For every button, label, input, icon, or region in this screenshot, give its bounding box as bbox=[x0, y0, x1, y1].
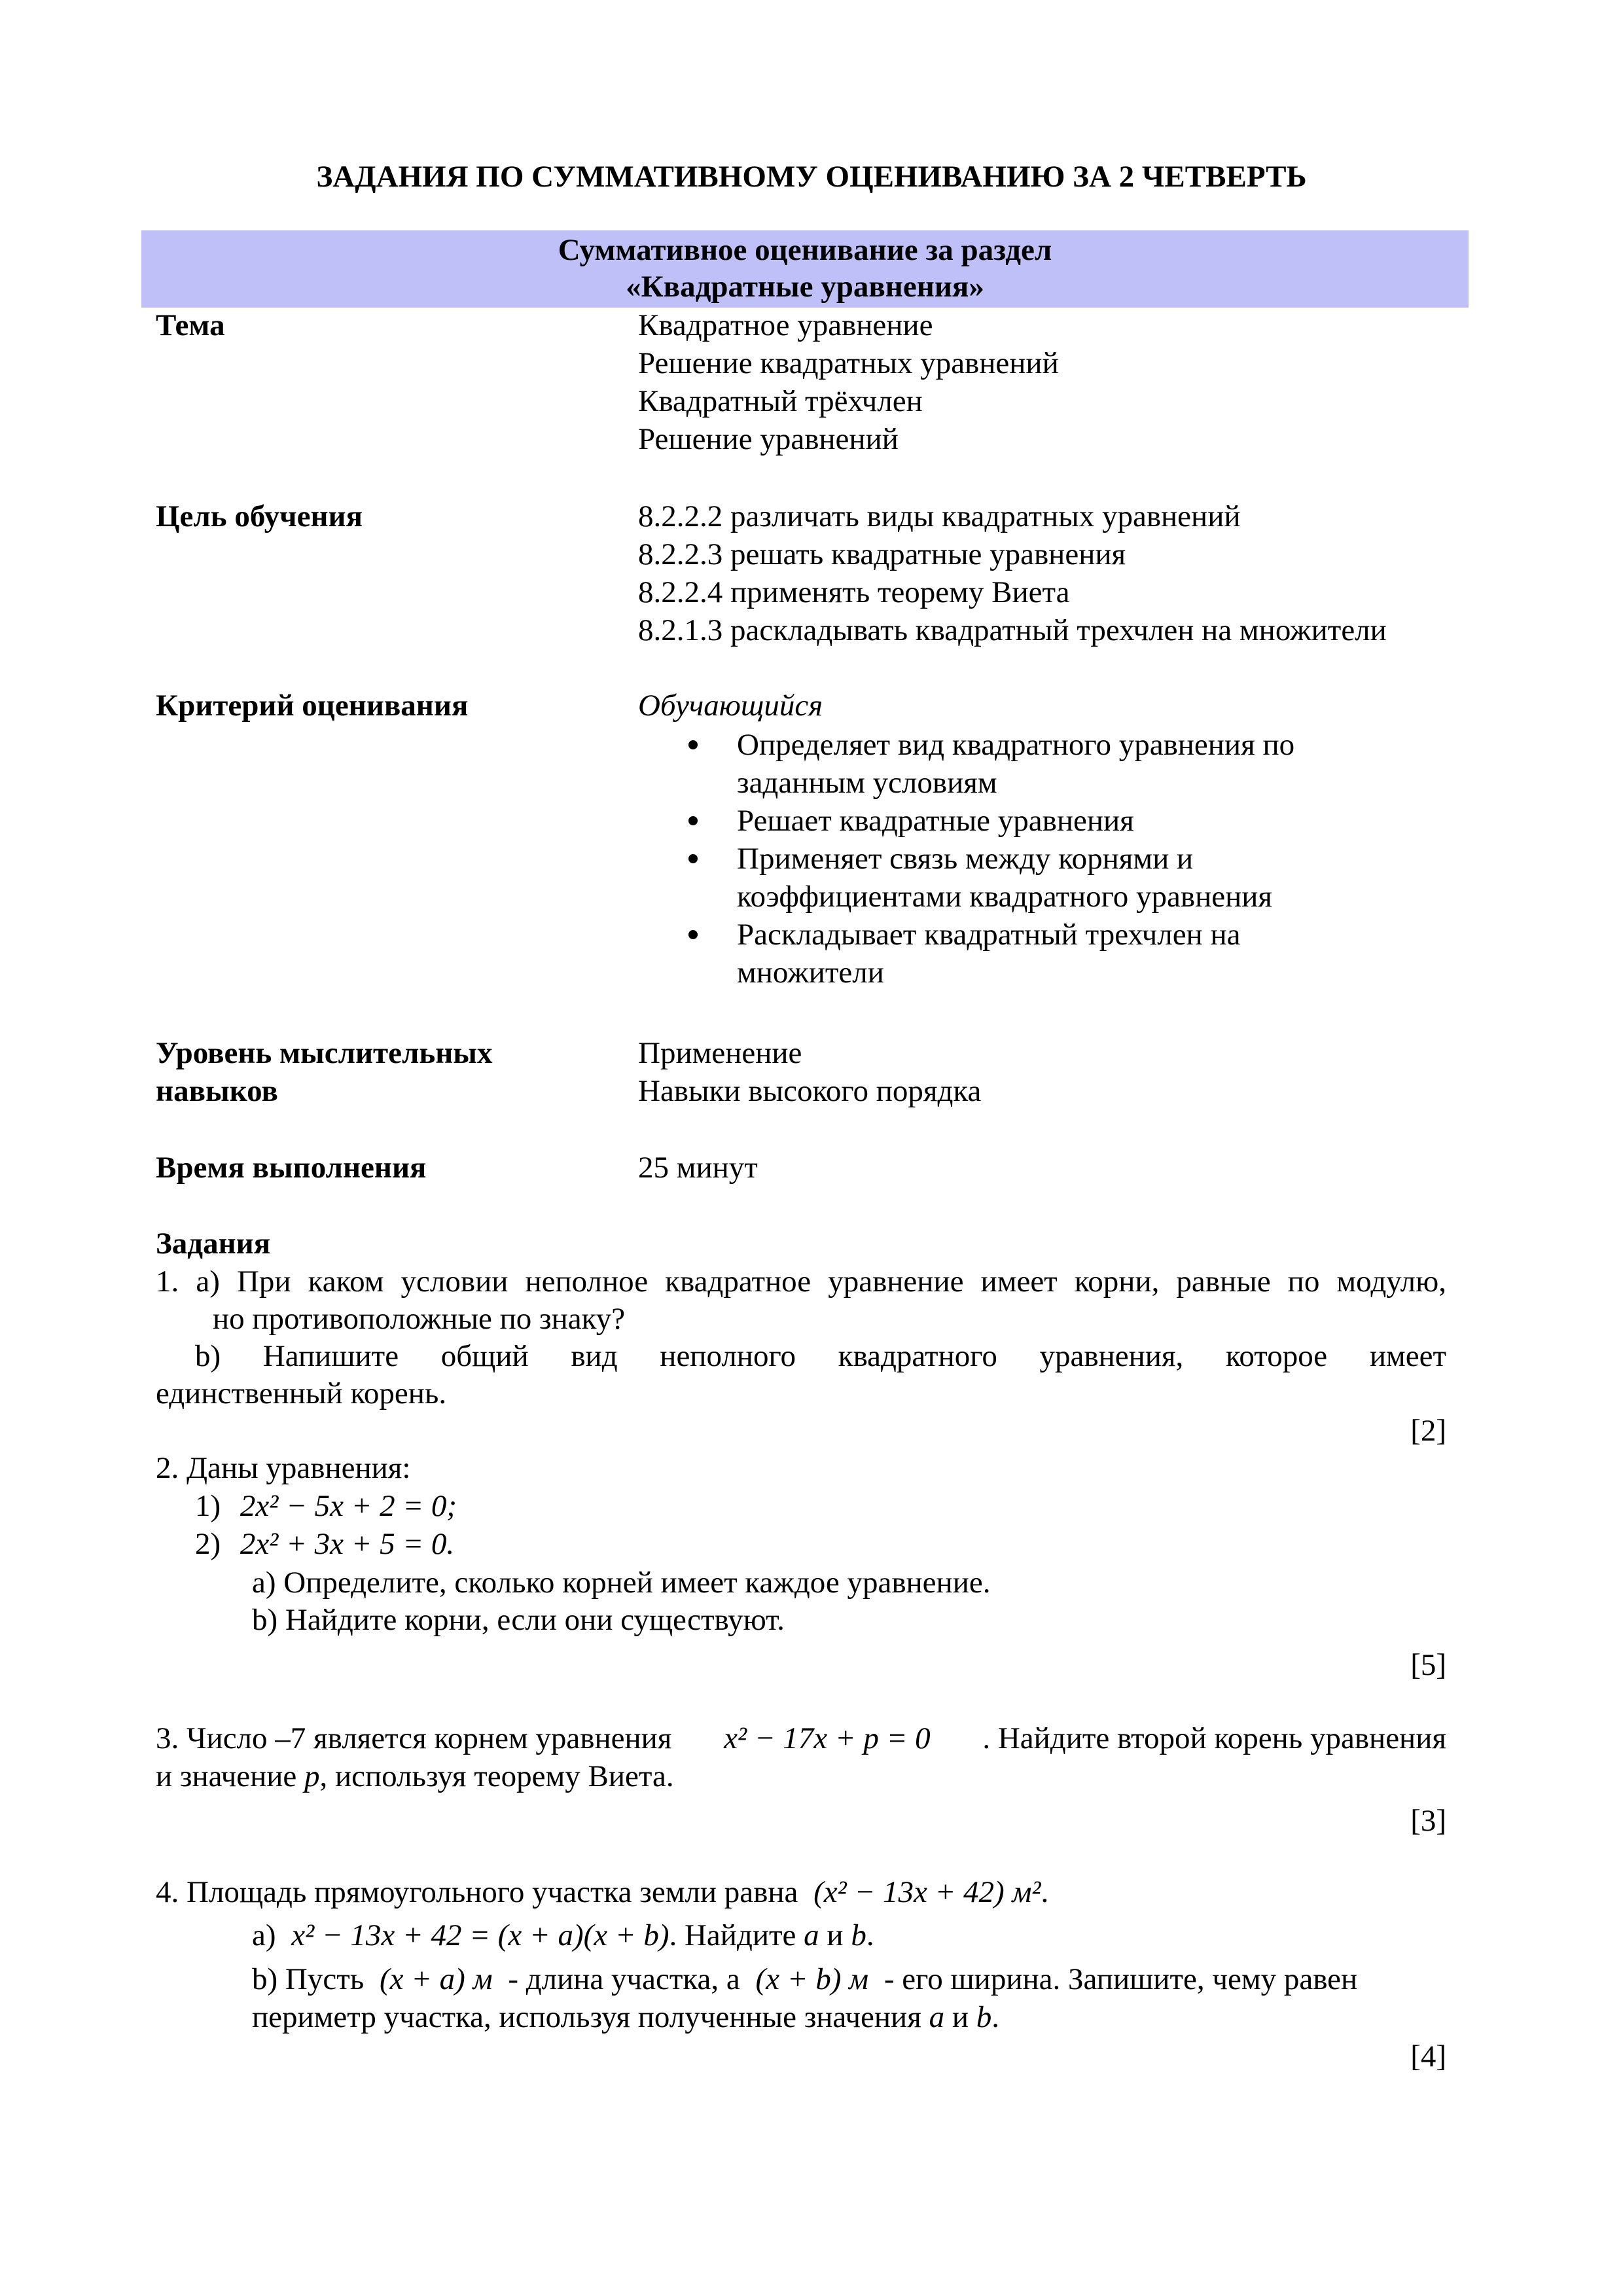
task1-line: b) Напишите общий вид неполного квадратного уравнения, которое имеет bbox=[195, 1339, 1446, 1373]
equation: 2x² + 3x + 5 = 0. bbox=[240, 1527, 455, 1561]
criteria-item-line: Применяет связь между корнями и bbox=[737, 842, 1194, 876]
level-values bbox=[638, 1034, 981, 1110]
task4-variable: b bbox=[851, 1918, 866, 1952]
task4-width-expression: (x + b) м bbox=[755, 1962, 869, 1996]
level-label bbox=[156, 1034, 493, 1110]
task3-variable: p bbox=[304, 1759, 320, 1793]
task2-equation-2 bbox=[195, 1525, 454, 1563]
criteria-item bbox=[681, 916, 1294, 992]
task2-score: [5] bbox=[1410, 1648, 1446, 1682]
level-label-line: Уровень мыслительных bbox=[156, 1036, 493, 1070]
tasks-heading: Задания bbox=[156, 1227, 271, 1261]
criteria-intro: Обучающийся bbox=[638, 689, 823, 723]
task1-line: единственный корень. bbox=[156, 1376, 447, 1410]
task4-text: . Найдите bbox=[669, 1918, 796, 1952]
criteria-label: Критерий оценивания bbox=[156, 689, 469, 723]
task4-variable: a bbox=[929, 2000, 945, 2034]
task3-equation: x² − 17x + p = 0 bbox=[724, 1721, 931, 1755]
task4-text: и bbox=[827, 1918, 844, 1952]
equation-number: 2) bbox=[195, 1527, 221, 1561]
topic-label: Тема bbox=[156, 308, 225, 342]
goal-value: 8.2.2.3 решать квадратные уравнения bbox=[638, 537, 1126, 571]
task4-text: - его ширина. Запишите, чему равен bbox=[883, 1962, 1358, 1996]
document-title: ЗАДАНИЯ ПО СУММАТИВНОМУ ОЦЕНИВАНИЮ ЗА 2 ЧЕТВЕРТЬ bbox=[316, 160, 1307, 194]
topic-values bbox=[638, 306, 1059, 458]
task3-text: , используя теорему Виета. bbox=[319, 1759, 674, 1793]
task1-score: [2] bbox=[1410, 1414, 1446, 1448]
time-value: 25 минут bbox=[638, 1151, 758, 1185]
task4-area-expression: (x² − 13x + 42) м² bbox=[813, 1875, 1041, 1909]
criteria-item-line: заданным условиям bbox=[737, 766, 997, 800]
task4-text: a) bbox=[252, 1918, 276, 1952]
task2-equation-1 bbox=[195, 1487, 457, 1525]
task1-line: 1. a) При каком условии неполное квадратное уравнение имеет корни, равные по модулю, bbox=[156, 1265, 1446, 1299]
criteria-item bbox=[681, 840, 1294, 916]
topic-value: Квадратный трёхчлен bbox=[638, 384, 923, 418]
goal-values bbox=[638, 497, 1387, 649]
criteria-item bbox=[681, 726, 1294, 802]
level-value: Применение bbox=[638, 1036, 802, 1070]
task3-score: [3] bbox=[1410, 1804, 1446, 1838]
task4-part-a: a) x² − 13x + 42 = (x + a)(x + b). Найдите a и b. bbox=[252, 1918, 874, 1952]
topic-value: Решение уравнений bbox=[638, 422, 899, 456]
task4-text: периметр участка, используя полученные значения bbox=[252, 2000, 921, 2034]
level-label-line: навыков bbox=[156, 1074, 278, 1108]
task3-line-2 bbox=[156, 1757, 674, 1795]
time-label: Время выполнения bbox=[156, 1151, 427, 1185]
task4-part-b-line-2: периметр участка, используя полученные значения a и b. bbox=[252, 2000, 999, 2034]
banner-line-2: «Квадратные уравнения» bbox=[626, 270, 984, 304]
task4-text: 4. Площадь прямоугольного участка земли равна bbox=[156, 1875, 798, 1909]
criteria-item-line: Определяет вид квадратного уравнения по bbox=[737, 728, 1295, 762]
task3-line-1 bbox=[156, 1719, 1446, 1757]
task4-factor-expression: x² − 13x + 42 = (x + a)(x + b) bbox=[291, 1918, 669, 1952]
task4-variable: a bbox=[804, 1918, 819, 1952]
task2-intro: 2. Даны уравнения: bbox=[156, 1451, 411, 1485]
task2-part-b: b) Найдите корни, если они существуют. bbox=[252, 1603, 785, 1637]
task4-score: [4] bbox=[1410, 2039, 1446, 2073]
criteria-item-line: Решает квадратные уравнения bbox=[737, 804, 1134, 838]
task1-line: но противоположные по знаку? bbox=[213, 1302, 626, 1336]
task4-text: b) Пусть bbox=[252, 1962, 365, 1996]
task3-text: . Найдите второй корень уравнения bbox=[982, 1721, 1446, 1755]
criteria-item-line: коэффициентами квадратного уравнения bbox=[737, 880, 1273, 914]
criteria-list bbox=[681, 726, 1294, 992]
goal-value: 8.2.1.3 раскладывать квадратный трехчлен на множители bbox=[638, 613, 1387, 647]
section-banner bbox=[141, 230, 1469, 308]
task4-text: - длина участка, а bbox=[508, 1962, 740, 1996]
task4-line-1: 4. Площадь прямоугольного участка земли равна (x² − 13x + 42) м². bbox=[156, 1875, 1049, 1909]
equation-number: 1) bbox=[195, 1489, 221, 1523]
task3-text: и значение bbox=[156, 1759, 297, 1793]
equation: 2x² − 5x + 2 = 0; bbox=[240, 1489, 457, 1523]
goal-value: 8.2.2.4 применять теорему Виета bbox=[638, 575, 1070, 609]
goal-label: Цель обучения bbox=[156, 499, 363, 533]
task2-part-a: a) Определите, сколько корней имеет каждое уравнение. bbox=[252, 1566, 991, 1600]
goal-value: 8.2.2.2 различать виды квадратных уравнений bbox=[638, 499, 1241, 533]
task4-variable: b bbox=[976, 2000, 992, 2034]
task4-part-b-line-1 bbox=[252, 1960, 1357, 1998]
task4-text: и bbox=[952, 2000, 969, 2034]
criteria-item-line: Раскладывает квадратный трехчлен на bbox=[737, 918, 1241, 952]
criteria-item bbox=[681, 802, 1294, 840]
banner-line-1: Суммативное оценивание за раздел bbox=[558, 233, 1052, 267]
criteria-item-line: множители bbox=[737, 956, 884, 990]
topic-value: Решение квадратных уравнений bbox=[638, 346, 1059, 380]
topic-value: Квадратное уравнение bbox=[638, 308, 933, 342]
task4-length-expression: (x + a) м bbox=[379, 1962, 493, 1996]
task3-text: 3. Число –7 является корнем уравнения bbox=[156, 1721, 672, 1755]
level-value: Навыки высокого порядка bbox=[638, 1074, 982, 1108]
